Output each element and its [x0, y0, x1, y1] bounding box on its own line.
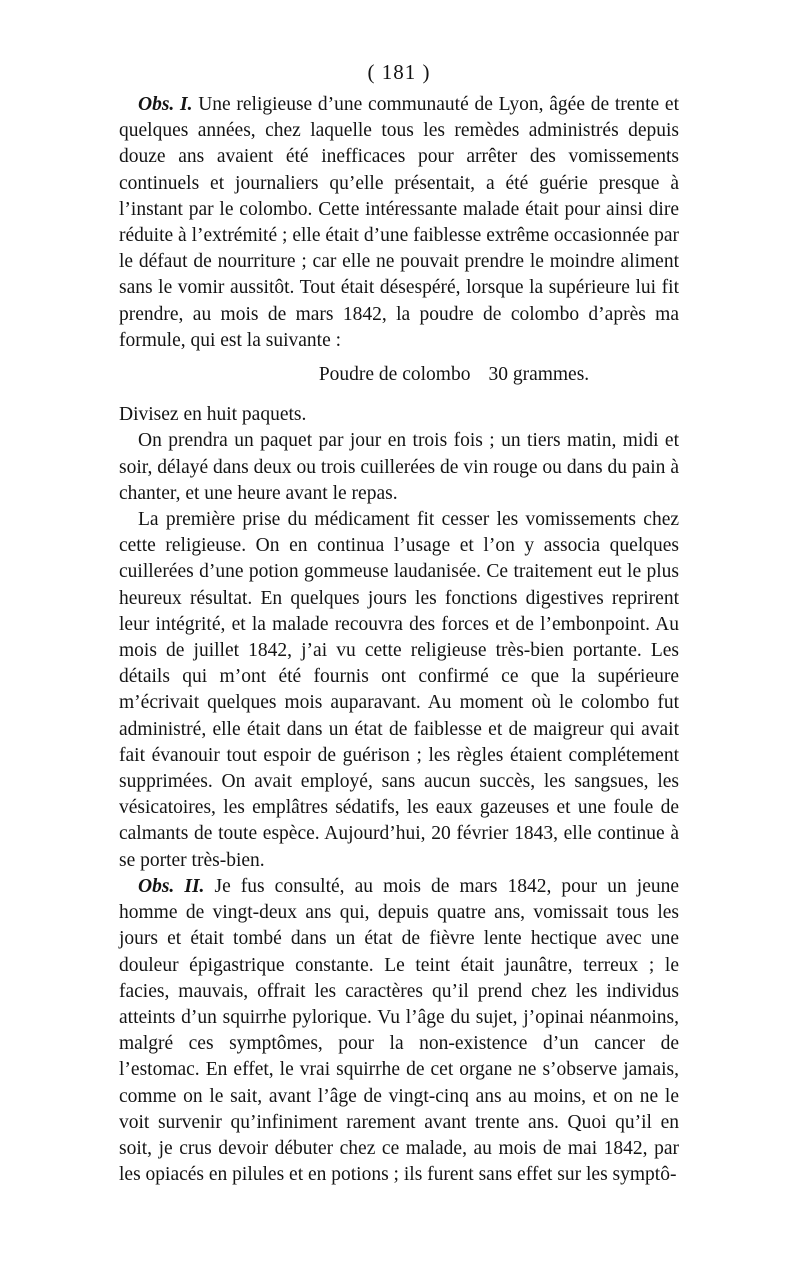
paragraph-result: La première prise du médicament fit cesser les vomissements chez cette religieuse. On en continua l’usage et l’on y associa quelques cuillerées d’une potion gommeuse laudanisée. Ce traitement eut le plus heureux résultat. En quelques jours les fonctions digestives reprirent leur intégrité, et la malade recouvra des forces et de l’embonpoint. Au mois de juillet 1842, j’ai vu cette religieuse très-bien portante. Les détails qui m’ont été fournis ont confirmé ce que la supérieure m’écrivait quelques mois auparavant. Au moment où le colombo fut administré, elle était dans un état de faiblesse et de maigreur qui avait fait évanouir tout espoir de guérison ; les règles étaient complétement supprimées. On avait employé, sans aucun succès, les sangsues, les vésicatoires, les emplâtres sédatifs, les eaux gazeuses et une foule de calmants de toute espèce. Aujourd’hui, 20 février 1843, elle continue à se porter très-bien.: [119, 509, 679, 871]
obs2-label: Obs. II.: [138, 875, 205, 897]
paragraph-dosage: On prendra un paquet par jour en trois fois ; un tiers matin, midi et soir, délayé dans deux ou trois cuillerées de vin rouge ou dans du pain à chanter, et une heure avant le repas.: [119, 430, 679, 504]
obs1-text: Une religieuse d’une communauté de Lyon, âgée de trente et quelques années, chez laquelle tous les remèdes administrés depuis douze ans avaient été inefficaces pour arrêter des vomissements continuels et journaliers qu’elle présentait, a été guérie presque à l’instant par le colombo. Cette intéressante malade était pour ainsi dire réduite à l’extrémité ; elle était d’une faiblesse extrême occasionnée par le défaut de nourriture ; car elle ne pouvait prendre le moindre aliment sans le vomir aussitôt. Tout était désespéré, lorsque la supérieure lui fit prendre, au mois de mars 1842, la poudre de colombo d’après ma formule, qui est la suivante :: [119, 94, 679, 351]
paragraph-divisez: Divisez en huit paquets.: [119, 404, 307, 426]
book-page: [119, 58, 679, 1188]
obs2-paragraph: [119, 874, 679, 1188]
formula: [229, 362, 679, 388]
page-number: ( 181 ): [367, 60, 431, 84]
formula-ingredient: Poudre de colombo: [318, 364, 471, 386]
obs1-label: Obs. I.: [138, 94, 193, 115]
formula-amount: 30 grammes.: [488, 364, 590, 386]
obs2-text: Je fus consulté, au mois de mars 1842, pour un jeune homme de vingt-deux ans qui, depuis quatre ans, vomissait tous les jours et était tombé dans un état de fièvre lente hectique avec une douleur épigastrique constante. Le teint était jaunâtre, terreux ; le facies, mauvais, offrait les caractères qu’il prend chez les individus atteints d’un squirrhe pylorique. Vu l’âge du sujet, j’opinai néanmoins, malgré ces symptômes, pour la non-existence d’un cancer de l’estomac. En effet, le vrai squirrhe de cet organe ne s’observe jamais, comme on le sait, avant l’âge de vingt-cinq ans au moins, et on ne le voit survenir qu’infiniment rarement avant trente ans. Quoi qu’il en soit, je crus devoir débuter chez ce malade, au mois de mai 1842, par les opiacés en pilules et en potions ; ils furent sans effet sur les symptô-: [119, 875, 680, 1186]
obs1-paragraph: [119, 92, 679, 354]
